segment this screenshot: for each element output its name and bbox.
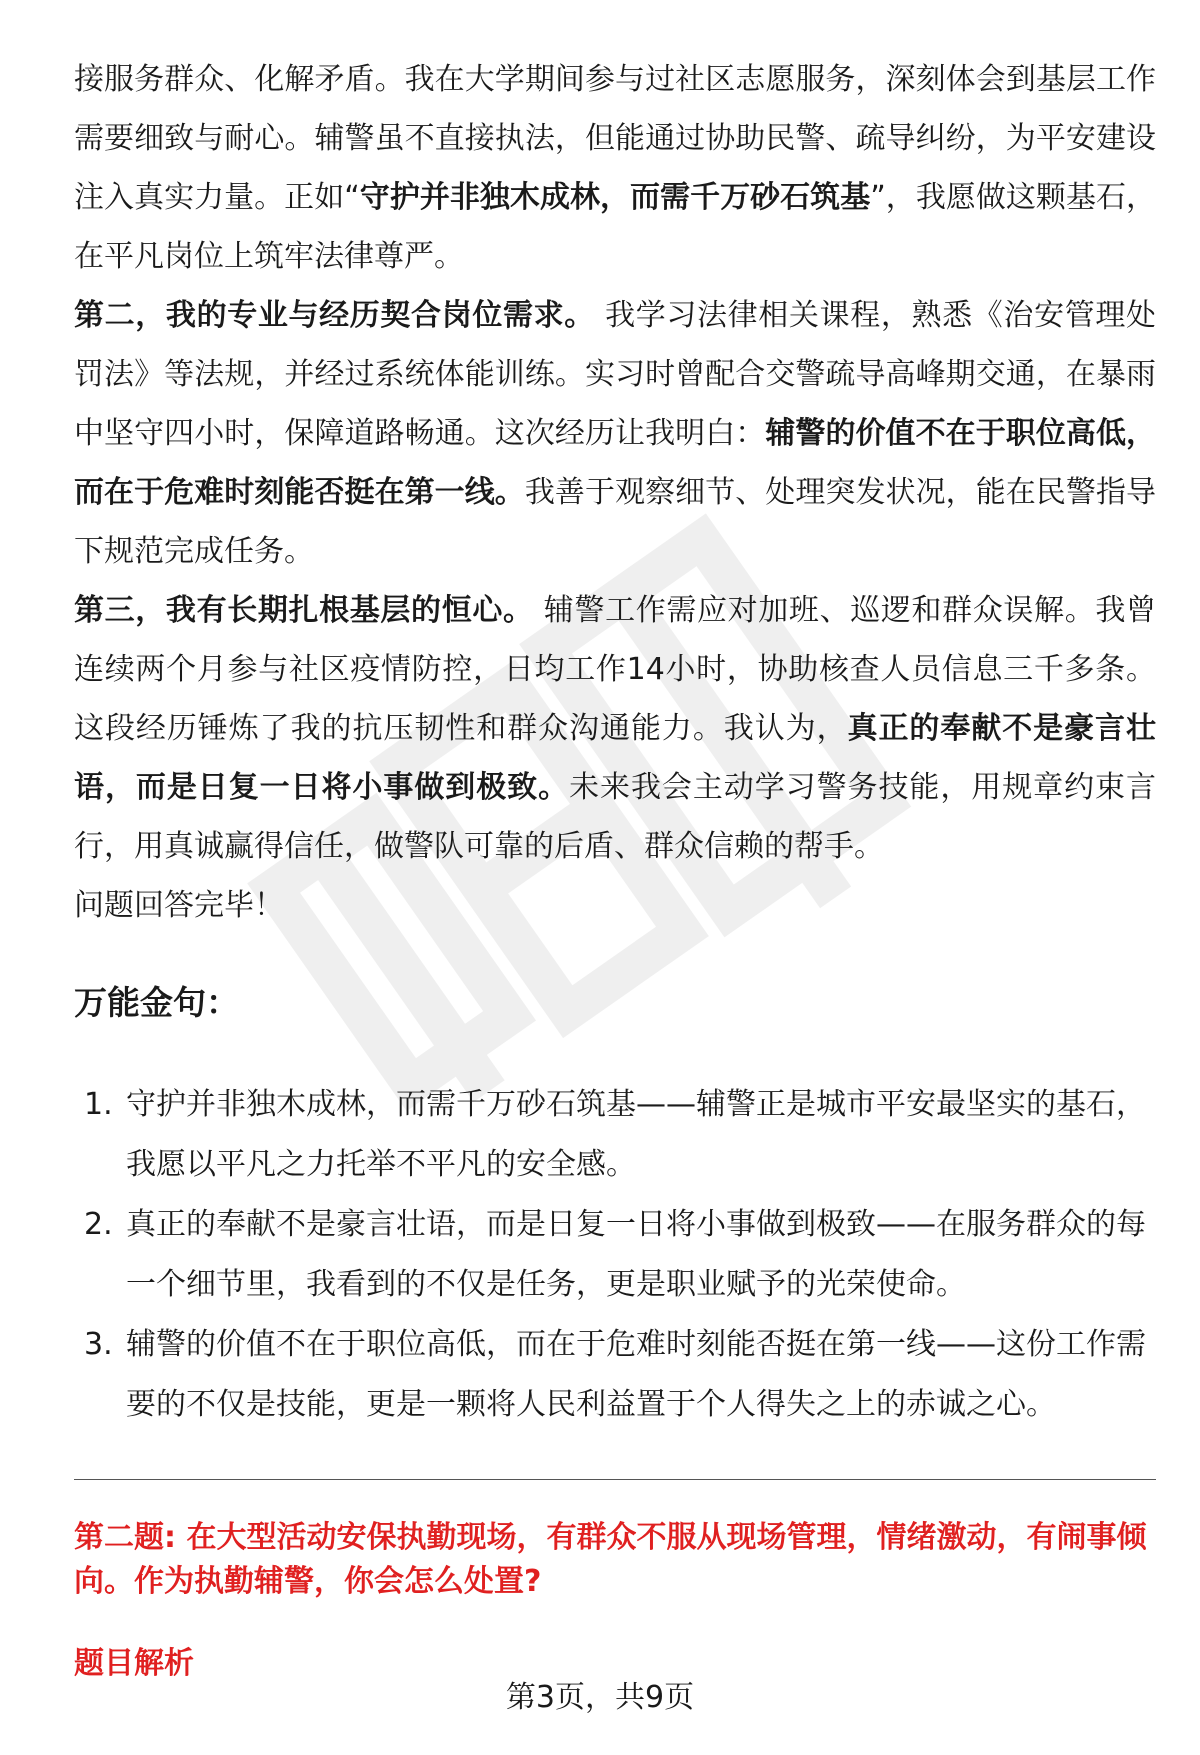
text-span: 我学习法律相关课程，熟悉《治安管理处罚法》等法规，并经过系统体能训练。实习时曾配合交警疏导高峰期交通，在暴雨中坚守四小时，保障道路畅通。这次经历让我明白： [74,298,1156,451]
bold-highlight: 辅警的价值不在于职位高低，而在于危难时刻能否挺在第一线。 [74,416,1157,510]
list-item [74,1315,1156,1435]
text-span: ”，我愿做这颗基石，在平凡岗位上筑牢法律尊严。 [74,180,1157,274]
paragraph-second-point [74,286,1156,581]
golden-sentences-heading: 万能金句： [74,983,239,1022]
list-item [74,1075,1156,1195]
list-item-text: 真正的奉献不是豪言壮语，而是日复一日将小事做到极致——在服务群众的每一个细节里，我看到的不仅是任务，更是职业赋予的光荣使命。 [126,1207,1146,1302]
golden-sentences-list [74,1075,1156,1435]
list-item [74,1195,1156,1315]
point-heading: 第三，我有长期扎根基层的恒心。 [74,593,534,628]
list-item-text: 守护并非独木成林，而需千万砂石筑基——辅警正是城市平安最坚实的基石，我愿以平凡之力托举不平凡的安全感。 [126,1087,1146,1182]
text-span: 辅警工作需应对加班、巡逻和群众误解。我曾连续两个月参与社区疫情防控，日均工作14小时，协助核查人员信息三千多条。这段经历锤炼了我的抗压韧性和群众沟通能力。我认为， [74,593,1156,746]
analysis-label: 题目解析 [74,1646,194,1681]
paragraph-closing: 问题回答完毕！ [74,888,284,923]
bold-highlight: 真正的奉献不是豪言壮语，而是日复一日将小事做到极致。 [74,711,1157,805]
text-span: 我善于观察细节、处理突发状况，能在民警指导下规范完成任务。 [74,475,1157,569]
list-number: 3. [84,1327,113,1362]
text-span: 接服务群众、化解矛盾。我在大学期间参与过社区志愿服务，深刻体会到基层工作需要细致与耐心。辅警虽不直接执法，但能通过协助民警、疏导纠纷，为平安建设注入真实力量。正如“ [74,62,1156,215]
list-item-text: 辅警的价值不在于职位高低，而在于危难时刻能否挺在第一线——这份工作需要的不仅是技能，更是一颗将人民利益置于个人得失之上的赤诚之心。 [126,1327,1146,1422]
document-body [74,50,1156,1686]
text-span: 未来我会主动学习警务技能，用规章约束言行，用真诚赢得信任，做警队可靠的后盾、群众信赖的帮手。 [74,770,1157,864]
list-number: 1. [84,1087,113,1122]
list-number: 2. [84,1207,113,1242]
paragraph-third-point [74,581,1156,876]
bold-quote: 守护并非独木成林，而需千万砂石筑基 [359,180,871,215]
section-divider [74,1479,1156,1480]
page-footer: 第3页，共9页 [505,1680,695,1715]
point-heading: 第二，我的专业与经历契合岗位需求。 [74,298,595,333]
paragraph-intro [74,50,1156,286]
question-two: 第二题: 在大型活动安保执勤现场，有群众不服从现场管理，情绪激动，有闹事倾向。作为执勤辅警，你会怎么处置? [74,1520,1147,1599]
